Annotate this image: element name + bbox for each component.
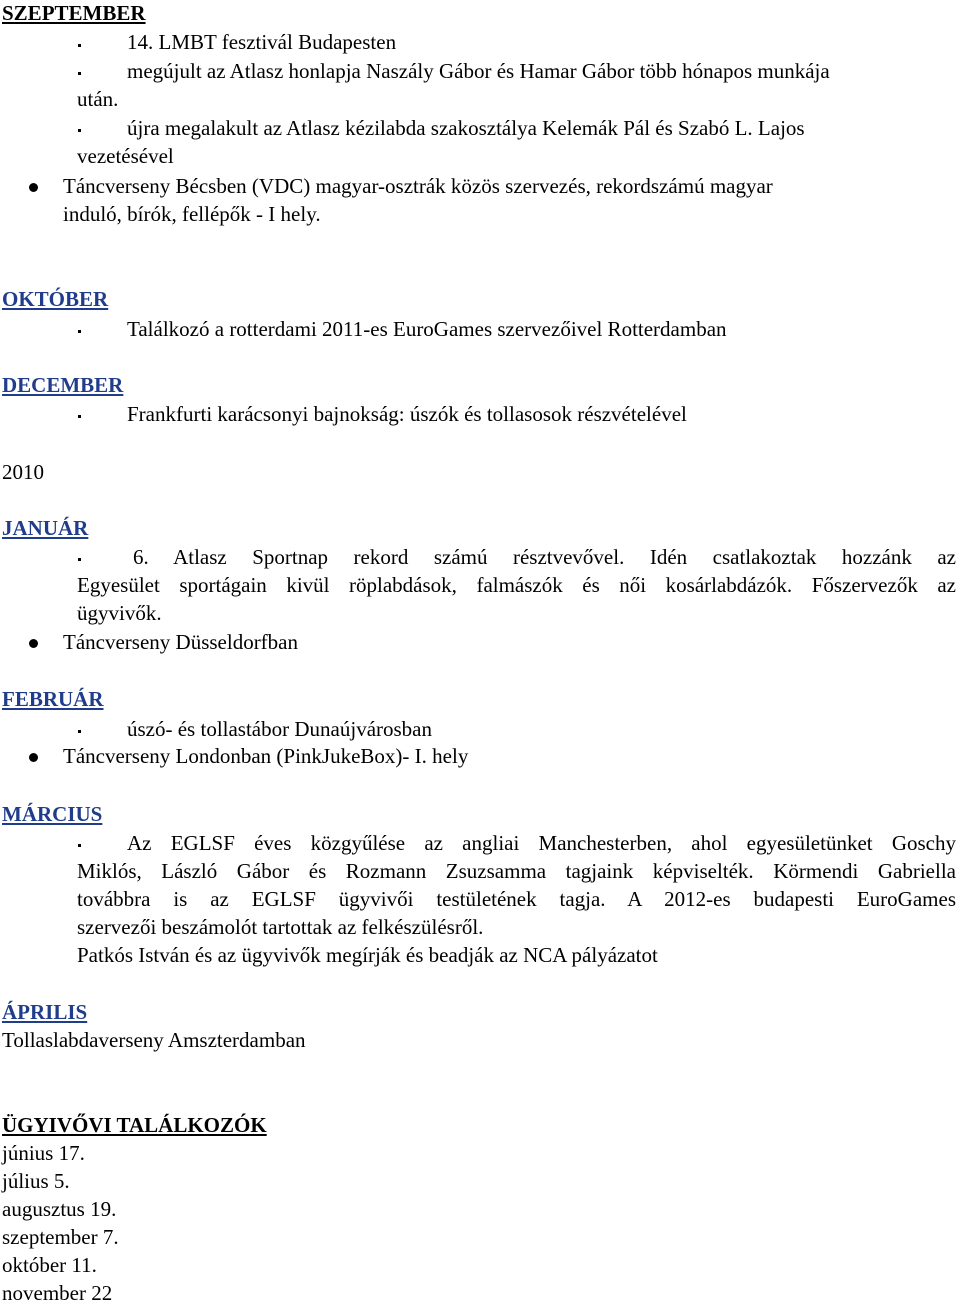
section-heading-januar: JANUÁR [2,516,89,540]
section-heading-oktober: OKTÓBER [2,287,109,311]
list-item: Találkozó a rotterdami 2011-es EuroGames szervezőivel Rotterdamban [127,317,727,341]
list-item: újra megalakult az Atlasz kézilabda szakosztálya Kelemák Pál és Szabó L. Lajos [127,116,805,140]
list-item-continuation: ügyvivők. [77,601,162,625]
list-item: Tollaslabdaverseny Amszterdamban [2,1028,306,1052]
list-item: 14. LMBT fesztivál Budapesten [127,30,397,54]
meeting-date: szeptember 7. [2,1225,119,1249]
list-item: Az EGLSF éves közgyűlése az angliai Manchesterben, ahol egyesületünket Goschy [127,831,956,855]
list-item-continuation: Miklós, László Gábor és Rozmann Zsuzsamma tagjaink képviselték. Körmendi Gabriella [77,859,956,883]
bullet-dot [78,129,81,132]
bullet-dot [78,415,81,418]
bullet-dot [78,558,81,561]
section-heading-szeptember: SZEPTEMBER [2,1,146,25]
list-item: 6. Atlasz Sportnap rekord számú résztvevővel. Idén csatlakoztak hozzánk az [133,545,956,569]
bullet-dot [78,44,81,47]
section-heading-december: DECEMBER [2,373,124,397]
list-item: megújult az Atlasz honlapja Naszály Gábor és Hamar Gábor több hónapos munkája [127,59,830,83]
list-item-continuation: szervezői beszámolót tartottak az felkészülésről. [77,915,484,939]
meeting-date: október 11. [2,1253,97,1277]
list-item-continuation: után. [77,87,119,111]
meeting-date: november 22 [2,1281,113,1305]
list-item: Táncverseny Londonban (PinkJukeBox)- I. hely [63,744,469,768]
bullet-dot [78,730,81,733]
list-item-continuation: vezetésével [77,144,174,168]
bullet-disc [29,183,38,192]
list-item: Táncverseny Düsseldorfban [63,630,298,654]
bullet-dot [78,330,81,333]
year-label: 2010 [2,460,44,484]
section-heading-marcius: MÁRCIUS [2,802,103,826]
section-heading-februar: FEBRUÁR [2,687,104,711]
meeting-date: június 17. [2,1141,85,1165]
bullet-dot [78,844,81,847]
bullet-disc [29,639,38,648]
list-item: Táncverseny Bécsben (VDC) magyar-osztrák közös szervezés, rekordszámú magyar [63,174,773,198]
list-item: Patkós István és az ügyvivők megírják és beadják az NCA pályázatot [77,943,658,967]
list-item: úszó- és tollastábor Dunaújvárosban [127,717,433,741]
meeting-date: július 5. [2,1169,70,1193]
list-item-continuation: Egyesület sportágain kivül röplabdások, falmászók és női kosárlabdázók. Főszervezők az [77,573,956,597]
bullet-disc [29,753,38,762]
section-heading-aprilis: ÁPRILIS [2,1000,88,1024]
list-item-continuation: induló, bírók, fellépők - I hely. [63,202,321,226]
meeting-date: augusztus 19. [2,1197,117,1221]
list-item: Frankfurti karácsonyi bajnokság: úszók és tollasosok részvételével [127,402,687,426]
list-item-continuation: továbbra is az EGLSF ügyvivői testületének tagja. A 2012-es budapesti EuroGames [77,887,956,911]
bullet-dot [78,72,81,75]
section-heading-ugyvivoi: ÜGYIVŐVI TALÁLKOZÓK [2,1113,267,1137]
